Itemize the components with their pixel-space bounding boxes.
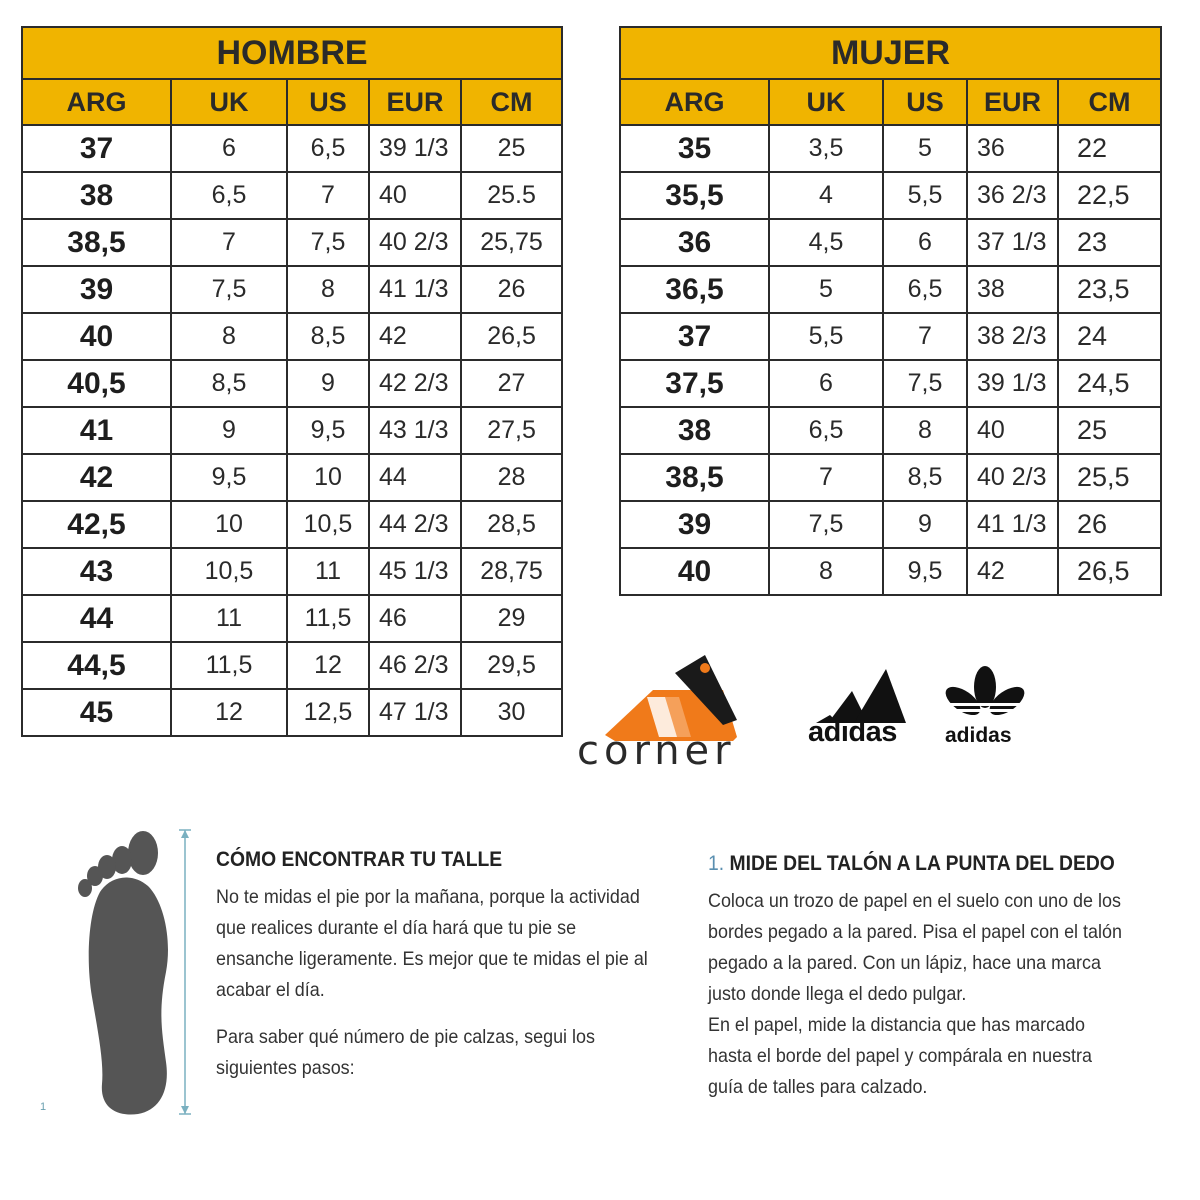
mujer-cell-cm: 25,5 [1058, 454, 1161, 501]
mujer-cell-arg: 35,5 [620, 172, 769, 219]
table-row [22, 642, 562, 689]
table-row [22, 454, 562, 501]
hombre-cell-uk: 9 [171, 407, 287, 454]
hombre-cell-cm: 29,5 [461, 642, 562, 689]
step1-number: 1. [708, 852, 725, 875]
mujer-cell-us: 8,5 [883, 454, 967, 501]
hombre-cell-arg: 40 [22, 313, 171, 360]
mujer-cell-cm: 24 [1058, 313, 1161, 360]
hombre-cell-us: 9,5 [287, 407, 369, 454]
hombre-cell-arg: 39 [22, 266, 171, 313]
table-row [22, 501, 562, 548]
mujer-cell-uk: 6,5 [769, 407, 883, 454]
mujer-cell-arg: 39 [620, 501, 769, 548]
hombre-cell-eur: 40 2/3 [369, 219, 461, 266]
hombre-cell-us: 9 [287, 360, 369, 407]
hombre-cell-cm: 28,75 [461, 548, 562, 595]
hombre-cell-arg: 44,5 [22, 642, 171, 689]
mujer-cell-arg: 35 [620, 125, 769, 172]
mujer-cell-arg: 36,5 [620, 266, 769, 313]
mujer-cell-eur: 41 1/3 [967, 501, 1058, 548]
mujer-cell-arg: 38 [620, 407, 769, 454]
table-row [620, 501, 1161, 548]
table-row [22, 689, 562, 736]
mujer-header-arg: ARG [620, 79, 769, 125]
hombre-cell-us: 12,5 [287, 689, 369, 736]
hombre-cell-eur: 41 1/3 [369, 266, 461, 313]
hombre-header-eur: EUR [369, 79, 461, 125]
mujer-cell-uk: 3,5 [769, 125, 883, 172]
mujer-cell-us: 7 [883, 313, 967, 360]
hombre-cell-uk: 11 [171, 595, 287, 642]
hombre-cell-us: 11 [287, 548, 369, 595]
hombre-cell-cm: 27,5 [461, 407, 562, 454]
hombre-header-row [22, 79, 562, 125]
hombre-cell-us: 11,5 [287, 595, 369, 642]
hombre-title: HOMBRE [22, 27, 562, 79]
hombre-cell-arg: 42,5 [22, 501, 171, 548]
table-row [620, 172, 1161, 219]
hombre-cell-eur: 45 1/3 [369, 548, 461, 595]
mujer-cell-arg: 40 [620, 548, 769, 595]
adidas-originals-wordmark: adidas [945, 724, 1012, 747]
mujer-cell-cm: 23,5 [1058, 266, 1161, 313]
mujer-cell-uk: 6 [769, 360, 883, 407]
hombre-cell-uk: 7,5 [171, 266, 287, 313]
hombre-cell-eur: 42 [369, 313, 461, 360]
mujer-header-us: US [883, 79, 967, 125]
mujer-cell-uk: 4 [769, 172, 883, 219]
mujer-cell-eur: 38 [967, 266, 1058, 313]
hombre-header-uk: UK [171, 79, 287, 125]
hombre-cell-uk: 6 [171, 125, 287, 172]
hombre-cell-arg: 43 [22, 548, 171, 595]
hombre-cell-eur: 44 2/3 [369, 501, 461, 548]
mujer-size-table [619, 26, 1162, 596]
mujer-header-cm: CM [1058, 79, 1161, 125]
hombre-table-body [22, 125, 562, 736]
hombre-cell-arg: 40,5 [22, 360, 171, 407]
table-row [22, 548, 562, 595]
mujer-cell-eur: 40 2/3 [967, 454, 1058, 501]
mujer-cell-uk: 7,5 [769, 501, 883, 548]
mujer-cell-arg: 37 [620, 313, 769, 360]
hombre-header-us: US [287, 79, 369, 125]
mujer-cell-uk: 8 [769, 548, 883, 595]
table-row [22, 313, 562, 360]
step1-paragraph-1: Coloca un trozo de papel en el suelo con uno de los bordes pegado a la pared. Pisa el papel con el talón pegado a la pared. Con un lápiz, hace una marca justo donde llega el dedo pulgar. [708, 890, 1122, 1005]
mujer-cell-eur: 38 2/3 [967, 313, 1058, 360]
howto-title: CÓMO ENCONTRAR TU TALLE [216, 848, 503, 871]
mujer-cell-us: 8 [883, 407, 967, 454]
hombre-cell-uk: 6,5 [171, 172, 287, 219]
hombre-cell-us: 8,5 [287, 313, 369, 360]
mujer-cell-arg: 36 [620, 219, 769, 266]
hombre-cell-arg: 41 [22, 407, 171, 454]
hombre-cell-uk: 10 [171, 501, 287, 548]
hombre-cell-eur: 39 1/3 [369, 125, 461, 172]
step1-paragraph-2: En el papel, mide la distancia que has marcado hasta el borde del papel y compárala en nuestra guía de talles para calzado. [708, 1014, 1092, 1098]
table-row [620, 454, 1161, 501]
hombre-cell-eur: 40 [369, 172, 461, 219]
hombre-cell-cm: 30 [461, 689, 562, 736]
mujer-cell-us: 6 [883, 219, 967, 266]
hombre-size-table [21, 26, 563, 737]
how-to-find-size-section [216, 848, 686, 1084]
mujer-cell-eur: 36 2/3 [967, 172, 1058, 219]
table-row [620, 125, 1161, 172]
hombre-cell-uk: 12 [171, 689, 287, 736]
table-row [620, 313, 1161, 360]
hombre-cell-arg: 38,5 [22, 219, 171, 266]
hombre-cell-arg: 45 [22, 689, 171, 736]
mujer-cell-cm: 23 [1058, 219, 1161, 266]
table-row [620, 266, 1161, 313]
hombre-cell-cm: 28 [461, 454, 562, 501]
mujer-cell-eur: 36 [967, 125, 1058, 172]
hombre-cell-cm: 27 [461, 360, 562, 407]
hombre-cell-us: 10 [287, 454, 369, 501]
mujer-cell-cm: 26,5 [1058, 548, 1161, 595]
hombre-cell-cm: 26,5 [461, 313, 562, 360]
mujer-cell-cm: 25 [1058, 407, 1161, 454]
corner-wordmark: corner [577, 728, 736, 774]
foot-outline-icon [40, 822, 205, 1122]
step1-heading [708, 852, 1131, 876]
hombre-cell-eur: 44 [369, 454, 461, 501]
adidas-originals-trefoil-icon [943, 665, 1027, 725]
table-row [620, 219, 1161, 266]
mujer-header-row [620, 79, 1161, 125]
mujer-cell-cm: 22,5 [1058, 172, 1161, 219]
hombre-cell-uk: 11,5 [171, 642, 287, 689]
adidas-performance-wordmark: adidas [808, 716, 897, 748]
hombre-cell-eur: 46 [369, 595, 461, 642]
mujer-cell-us: 7,5 [883, 360, 967, 407]
howto-paragraph-2: Para saber qué número de pie calzas, segui los siguientes pasos: [216, 1026, 595, 1079]
hombre-cell-eur: 46 2/3 [369, 642, 461, 689]
hombre-cell-cm: 25,75 [461, 219, 562, 266]
hombre-cell-eur: 42 2/3 [369, 360, 461, 407]
hombre-cell-uk: 8 [171, 313, 287, 360]
mujer-cell-cm: 26 [1058, 501, 1161, 548]
hombre-cell-us: 7 [287, 172, 369, 219]
hombre-cell-arg: 42 [22, 454, 171, 501]
mujer-cell-eur: 42 [967, 548, 1058, 595]
hombre-cell-uk: 9,5 [171, 454, 287, 501]
mujer-cell-cm: 24,5 [1058, 360, 1161, 407]
mujer-cell-cm: 22 [1058, 125, 1161, 172]
mujer-cell-us: 5,5 [883, 172, 967, 219]
hombre-cell-uk: 10,5 [171, 548, 287, 595]
mujer-cell-uk: 4,5 [769, 219, 883, 266]
mujer-cell-eur: 39 1/3 [967, 360, 1058, 407]
table-row [22, 407, 562, 454]
mujer-cell-arg: 37,5 [620, 360, 769, 407]
table-row [22, 219, 562, 266]
mujer-header-eur: EUR [967, 79, 1058, 125]
hombre-cell-arg: 38 [22, 172, 171, 219]
mujer-title: MUJER [620, 27, 1161, 79]
mujer-cell-arg: 38,5 [620, 454, 769, 501]
table-row [22, 172, 562, 219]
table-row [22, 360, 562, 407]
table-row [22, 125, 562, 172]
mujer-cell-uk: 5 [769, 266, 883, 313]
hombre-cell-cm: 25 [461, 125, 562, 172]
howto-paragraph-1: No te midas el pie por la mañana, porque la actividad que realices durante el día hará que tu pie se ensanche ligeramente. Es mejor que te midas el pie al acabar el día. [216, 886, 648, 1001]
hombre-cell-us: 6,5 [287, 125, 369, 172]
mujer-cell-us: 5 [883, 125, 967, 172]
mujer-table-body [620, 125, 1161, 595]
hombre-cell-us: 12 [287, 642, 369, 689]
mujer-cell-us: 6,5 [883, 266, 967, 313]
table-row [22, 595, 562, 642]
hombre-cell-cm: 28,5 [461, 501, 562, 548]
mujer-cell-us: 9 [883, 501, 967, 548]
mujer-header-uk: UK [769, 79, 883, 125]
mujer-cell-eur: 40 [967, 407, 1058, 454]
hombre-cell-arg: 44 [22, 595, 171, 642]
page-number: 1 [40, 1101, 47, 1113]
hombre-header-cm: CM [461, 79, 562, 125]
hombre-header-arg: ARG [22, 79, 171, 125]
hombre-cell-us: 10,5 [287, 501, 369, 548]
table-row [22, 266, 562, 313]
mujer-cell-us: 9,5 [883, 548, 967, 595]
hombre-cell-arg: 37 [22, 125, 171, 172]
mujer-cell-eur: 37 1/3 [967, 219, 1058, 266]
mujer-cell-uk: 5,5 [769, 313, 883, 360]
hombre-cell-eur: 43 1/3 [369, 407, 461, 454]
hombre-cell-eur: 47 1/3 [369, 689, 461, 736]
hombre-cell-cm: 29 [461, 595, 562, 642]
mujer-cell-uk: 7 [769, 454, 883, 501]
hombre-cell-us: 7,5 [287, 219, 369, 266]
hombre-cell-uk: 8,5 [171, 360, 287, 407]
hombre-cell-cm: 26 [461, 266, 562, 313]
table-row [620, 360, 1161, 407]
hombre-cell-us: 8 [287, 266, 369, 313]
hombre-cell-cm: 25.5 [461, 172, 562, 219]
step-1-section [708, 852, 1168, 1103]
table-row [620, 548, 1161, 595]
table-row [620, 407, 1161, 454]
hombre-cell-uk: 7 [171, 219, 287, 266]
step1-title: MIDE DEL TALÓN A LA PUNTA DEL DEDO [729, 852, 1115, 875]
